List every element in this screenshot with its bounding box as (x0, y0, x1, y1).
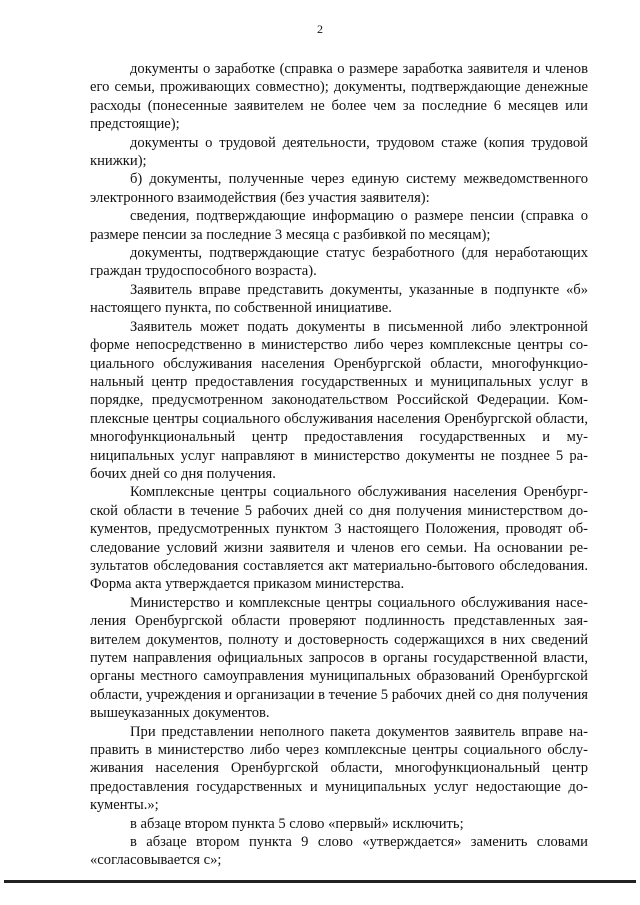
paragraph-submission-methods: Заявитель может подать документы в письменной либо электронной форме непосредственно в министерство либо через комплексные центры социального обслуживания населения Оренбургской области, многофункциональный центр предоставления государственных и муниципальных услуг в порядке, предусмотренном законодательством Российской Федерации. Комплексные центры социального обслуживания населения Оренбургской области, многофункциональный центр предоставления государственных и муниципальных услуг направляют в министерство документы не позднее 5 рабочих дней со дня получения. (90, 318, 588, 482)
document-body (90, 60, 588, 870)
paragraph-earnings-documents: документы о заработке (справка о размере заработка заявителя и членов его семьи, проживающих совместно); документы, подтверждающие денежные расходы (понесенные заявителем не более чем за последние 6 месяцев или предстоящие); (90, 61, 588, 133)
paragraph-pension-info: сведения, подтверждающие информацию о размере пенсии (справка о размере пенсии за последние 3 месяца с разбивкой по месяцам); (90, 208, 588, 243)
paragraph-document-verification: Министерство и комплексные центры социального обслуживания населения Оренбургской области проверяют подлинность представленных заявителем документов, полноту и достоверность содержащихся в них сведений путем направления официальных запросов в органы государственной власти, органы местного самоуправления муниципальных образований Оренбургской области, учреждения и организации в течение 5 рабочих дней со дня получения вышеуказанных документов. (90, 594, 588, 722)
paragraph-own-initiative: Заявитель вправе представить документы, указанные в подпункте «б» настоящего пункта, по собственной инициативе. (90, 281, 588, 317)
paragraph-incomplete-package: При представлении неполного пакета документов заявитель вправе направить в министерство либо через комплексные центры социального обслуживания населения Оренбургской области, многофункциональный центр предоставления государственных и муниципальных услуг недостающие документы.»; (90, 723, 588, 814)
bottom-divider (4, 880, 636, 883)
page-number: 2 (317, 22, 323, 36)
paragraph-employment-documents: документы о трудовой деятельности, трудовом стаже (копия трудовой книжки); (90, 134, 588, 170)
paragraph-amendment-point-9: в абзаце втором пункта 9 слово «утверждается» заменить словами «согласовывается с»; (90, 834, 588, 869)
paragraph-living-conditions-survey: Комплексные центры социального обслуживания населения Оренбургской области в течение 5 рабочих дней со дня получения министерством документов, предусмотренных пунктом 3 настоящего Положения, проводят обследование условий жизни заявителя и членов его семьи. На основании результатов обследования составляется акт материально-бытового обследования. Форма акта утверждается приказом министерства. (90, 484, 588, 593)
paragraph-amendment-point-5: в абзаце втором пункта 5 слово «первый» исключить; (130, 815, 464, 832)
paragraph-unemployed-status: документы, подтверждающие статус безработного (для неработающих граждан трудоспособного возраста). (90, 245, 588, 280)
paragraph-interagency-documents: б) документы, полученные через единую систему межведомственного электронного взаимодействия (без участия заявителя): (90, 171, 588, 206)
